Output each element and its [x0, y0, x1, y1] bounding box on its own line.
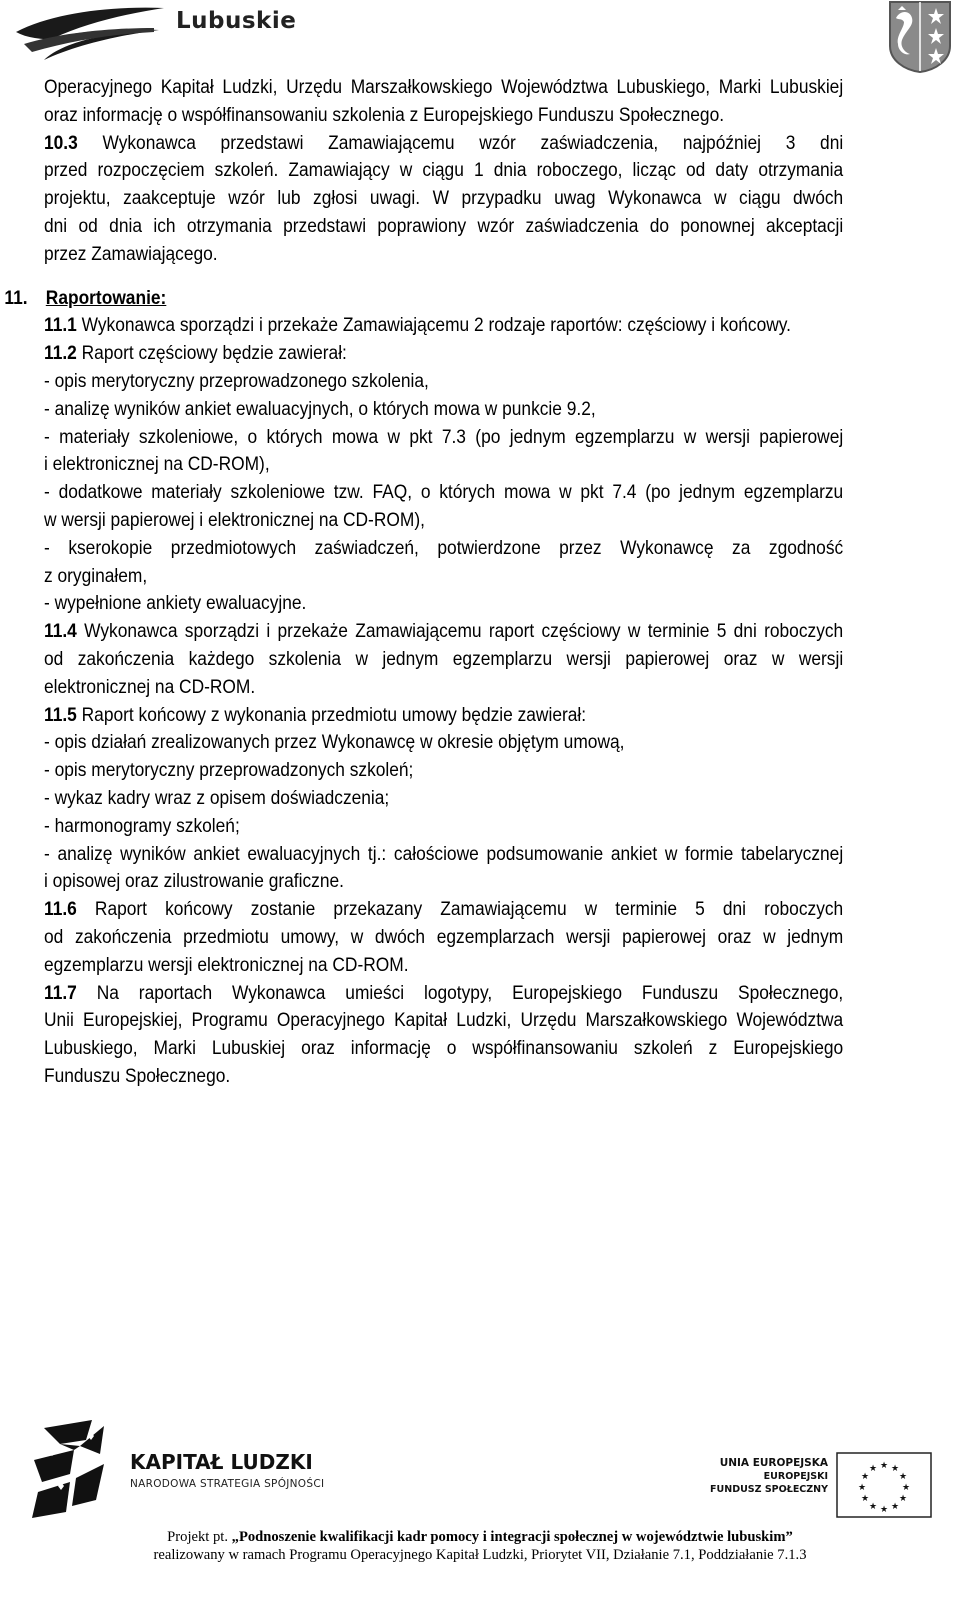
section-11-6: 11.6 Raport końcowy zostanie przekazany Zamawiającemu w terminie 5 dni roboczych: [44, 899, 844, 921]
section-10-3-line: projektu, zaakceptuje wzór lub zgłosi uwagi. W przypadku uwag Wykonawca w ciągu dwóch: [44, 188, 844, 210]
paragraph-line: Operacyjnego Kapitał Ludzki, Urzędu Marszałkowskiego Województwa Lubuskiego, Marki Lubuskiej: [44, 77, 844, 98]
svg-text:★: ★: [898, 1494, 908, 1504]
footer-text: [0, 1528, 960, 1564]
section-number: 11.7: [44, 982, 77, 1004]
section-11-7-line: Unii Europejskiej, Programu Operacyjnego Kapitał Ludzki, Urzędu Marszałkowskiego Województwa: [44, 1010, 844, 1032]
svg-text:★: ★: [890, 1464, 900, 1474]
list-item: - opis merytoryczny przeprowadzonych szkoleń;: [44, 760, 414, 782]
section-title: Raportowanie:: [45, 287, 167, 309]
section-number: 11.2: [44, 343, 77, 365]
svg-text:★: ★: [860, 1472, 870, 1482]
svg-text:★: ★: [860, 1494, 870, 1504]
section-11-5: 11.5 Raport końcowy z wykonania przedmiotu umowy będzie zawierał:: [44, 704, 587, 726]
list-item: - opis działań zrealizowanych przez Wykonawcę w okresie objętym umową,: [44, 732, 625, 754]
lubuskie-logo: [14, 2, 297, 64]
section-11-7-line: Lubuskiego, Marki Lubuskiej oraz informację o współfinansowaniu szkoleń z Europejskiego: [44, 1038, 844, 1060]
section-number: 10.3: [44, 132, 78, 154]
section-11-4-line: od zakończenia każdego szkolenia w jednym egzemplarzu wersji papierowej oraz w wersji: [44, 648, 844, 670]
list-item: - analizę wyników ankiet ewaluacyjnych tj.: całościowe podsumowanie ankiet w formie tabelarycznej: [44, 843, 844, 865]
page-header: [0, 0, 960, 80]
svg-text:★: ★: [868, 1464, 878, 1474]
list-item: - opis merytoryczny przeprowadzonego szkolenia,: [44, 370, 429, 392]
section-11-4: 11.4 Wykonawca sporządzi i przekaże Zamawiającemu raport częściowy w terminie 5 dni roboczych: [44, 621, 844, 643]
list-item-cont: w wersji papierowej i elektronicznej na CD-ROM),: [44, 509, 425, 531]
list-item: - wykaz kadry wraz z opisem doświadczenia;: [44, 787, 390, 809]
svg-text:★: ★: [857, 1483, 867, 1493]
section-11-heading: [4, 285, 843, 313]
lubuskie-wordmark: Lubuskie: [176, 8, 297, 34]
list-item: - kserokopie przedmiotowych zaświadczeń, potwierdzone przez Wykonawcę za zgodność: [44, 537, 844, 559]
svg-text:★: ★: [901, 1483, 911, 1493]
list-item: - wypełnione ankiety ewaluacyjne.: [44, 593, 307, 615]
section-number: 11.5: [44, 704, 77, 726]
svg-text:★: ★: [868, 1502, 878, 1512]
list-item: - analizę wyników ankiet ewaluacyjnych, o których mowa w punkcie 9.2,: [44, 398, 596, 420]
section-number: 11.6: [44, 899, 77, 921]
kapital-ludzki-subtitle: NARODOWA STRATEGIA SPÓJNOŚCI: [130, 1478, 325, 1490]
section-10-3-line: przed rozpoczęciem szkoleń. Zamawiający w ciągu 1 dnia roboczego, licząc od daty otrzymania: [44, 160, 844, 182]
section-10-3-line: 10.3 Wykonawca przedstawi Zamawiającemu wzór zaświadczenia, najpóźniej 3 dni: [44, 132, 844, 154]
section-number: 11.4: [44, 621, 77, 643]
list-item-cont: z oryginałem,: [44, 565, 148, 587]
section-number: 11.: [4, 287, 28, 309]
eu-text: UNIA EUROPEJSKA EUROPEJSKI FUNDUSZ SPOŁECZNY: [710, 1457, 828, 1495]
section-11-7: 11.7 Na raportach Wykonawca umieści logotypy, Europejskiego Funduszu Społecznego,: [44, 982, 844, 1004]
svg-text:★: ★: [879, 1505, 889, 1515]
section-10-3-line: dni od dnia ich otrzymania przedstawi poprawiony wzór zaświadczenia do ponownej akceptacji: [44, 215, 844, 237]
coat-of-arms-icon: [888, 0, 952, 74]
paragraph-line: oraz informację o współfinansowaniu szkolenia z Europejskiego Funduszu Społecznego.: [44, 104, 725, 126]
project-title: „Podnoszenie kwalifikacji kadr pomocy i integracji społecznej w województwie lubuskim”: [231, 1529, 793, 1545]
kapital-ludzki-logo: [30, 1420, 330, 1520]
section-11-6-line: od zakończenia przedmiotu umowy, w dwóch egzemplarzach wersji papierowej oraz w jednym: [44, 926, 844, 948]
list-item: - dodatkowe materiały szkoleniowe tzw. FAQ, o których mowa w pkt 7.4 (po jednym egzemplarzu: [44, 482, 844, 504]
eu-logo: [710, 1456, 940, 1526]
section-11-2: 11.2 Raport częściowy będzie zawierał:: [44, 343, 347, 365]
kapital-ludzki-title: KAPITAŁ LUDZKI: [130, 1450, 313, 1474]
list-item: - materiały szkoleniowe, o których mowa w pkt 7.3 (po jednym egzemplarzu w wersji papierowej: [44, 426, 844, 448]
section-11-6-line: egzemplarzu wersji elektronicznej na CD-ROM.: [44, 954, 409, 976]
project-title-line: Projekt pt. „Podnoszenie kwalifikacji kadr pomocy i integracji społecznej w województwie lubuskim”: [167, 1529, 793, 1545]
section-11-1: 11.1 Wykonawca sporządzi i przekaże Zamawiającemu 2 rodzaje raportów: częściowy i końcowy.: [44, 315, 791, 337]
svg-text:★: ★: [879, 1461, 889, 1471]
svg-text:★: ★: [898, 1472, 908, 1482]
list-item-cont: i opisowej oraz zilustrowanie graficzne.: [44, 871, 344, 893]
section-11-4-line: elektronicznej na CD-ROM.: [44, 676, 256, 698]
document-body: [4, 74, 844, 1091]
section-10-3-line: przez Zamawiającego.: [44, 243, 218, 265]
section-number: 11.1: [44, 315, 77, 337]
list-item: - harmonogramy szkoleń;: [44, 815, 240, 837]
svg-text:★: ★: [890, 1502, 900, 1512]
footer-logos: [0, 1420, 960, 1530]
list-item-cont: i elektronicznej na CD-ROM),: [44, 454, 270, 476]
eu-flag-icon: [836, 1452, 932, 1518]
section-11-7-line: Funduszu Społecznego.: [44, 1065, 231, 1087]
kapital-ludzki-emblem-icon: [30, 1420, 120, 1520]
program-line: realizowany w ramach Programu Operacyjnego Kapitał Ludzki, Priorytet VII, Działanie 7.1, Poddziałanie 7.1.3: [153, 1547, 807, 1563]
lubuskie-swoosh-icon: [14, 2, 174, 64]
